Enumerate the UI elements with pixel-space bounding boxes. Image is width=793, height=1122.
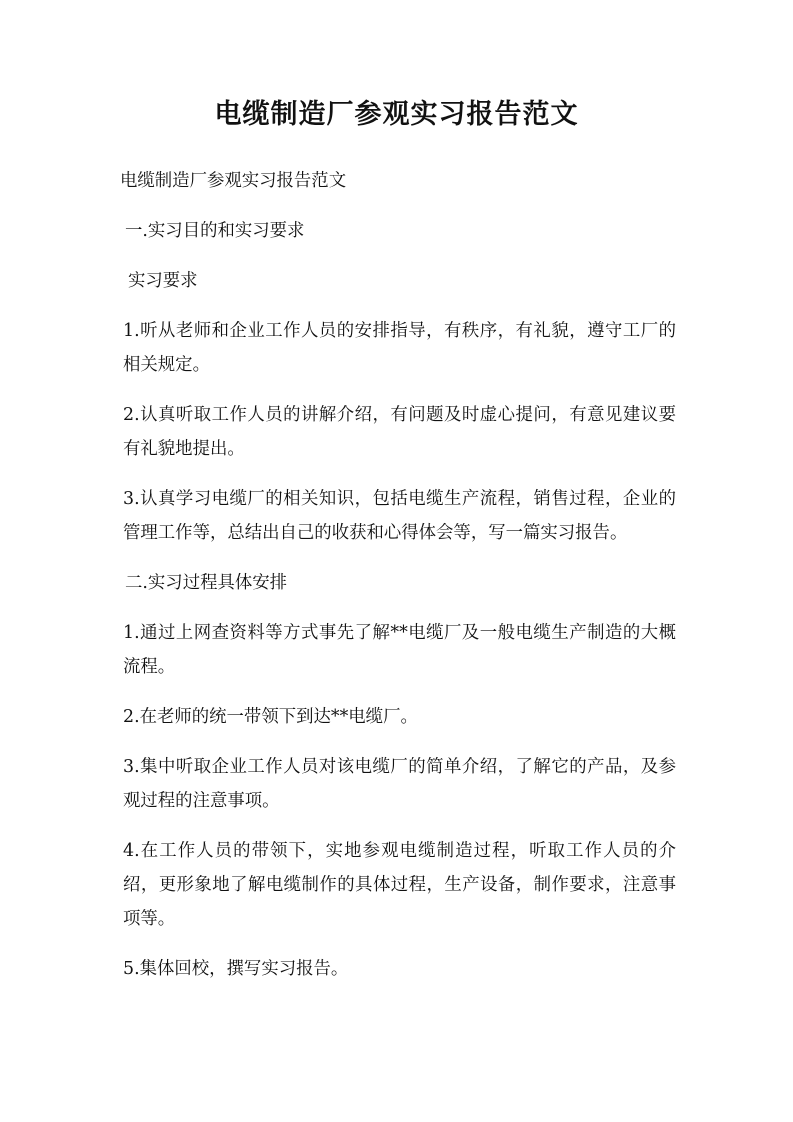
arrangement-item-4: 4.在工作人员的带领下，实地参观电缆制造过程，听取工作人员的介绍，更形象地了解电缆制作的具体过程，生产设备，制作要求，注意事项等。 [123, 841, 676, 929]
section-heading-2: 二.实习过程具体安排 [125, 573, 288, 593]
subtitle-paragraph: 电缆制造厂参观实习报告范文 [120, 171, 347, 191]
requirement-item-3: 3.认真学习电缆厂的相关知识，包括电缆生产流程，销售过程，企业的管理工作等，总结出自己的收获和心得体会等，写一篇实习报告。 [123, 489, 676, 543]
document-body [120, 164, 676, 1002]
requirement-item-1: 1.听从老师和企业工作人员的安排指导，有秩序，有礼貌，遵守工厂的相关规定。 [123, 321, 676, 375]
arrangement-item-5: 5.集体回校，撰写实习报告。 [123, 959, 349, 979]
arrangement-item-2: 2.在老师的统一带领下到达**电缆厂。 [123, 707, 418, 727]
subheading-requirements: 实习要求 [128, 271, 198, 291]
document-title: 电缆制造厂参观实习报告范文 [214, 99, 579, 130]
section-heading-1: 一.实习目的和实习要求 [125, 221, 305, 241]
arrangement-item-3: 3.集中听取企业工作人员对该电缆厂的简单介绍，了解它的产品，及参观过程的注意事项。 [123, 757, 676, 811]
arrangement-item-1: 1.通过上网查资料等方式事先了解**电缆厂及一般电缆生产制造的大概流程。 [123, 623, 676, 677]
requirement-item-2: 2.认真听取工作人员的讲解介绍，有问题及时虚心提问，有意见建议要有礼貌地提出。 [123, 405, 676, 459]
